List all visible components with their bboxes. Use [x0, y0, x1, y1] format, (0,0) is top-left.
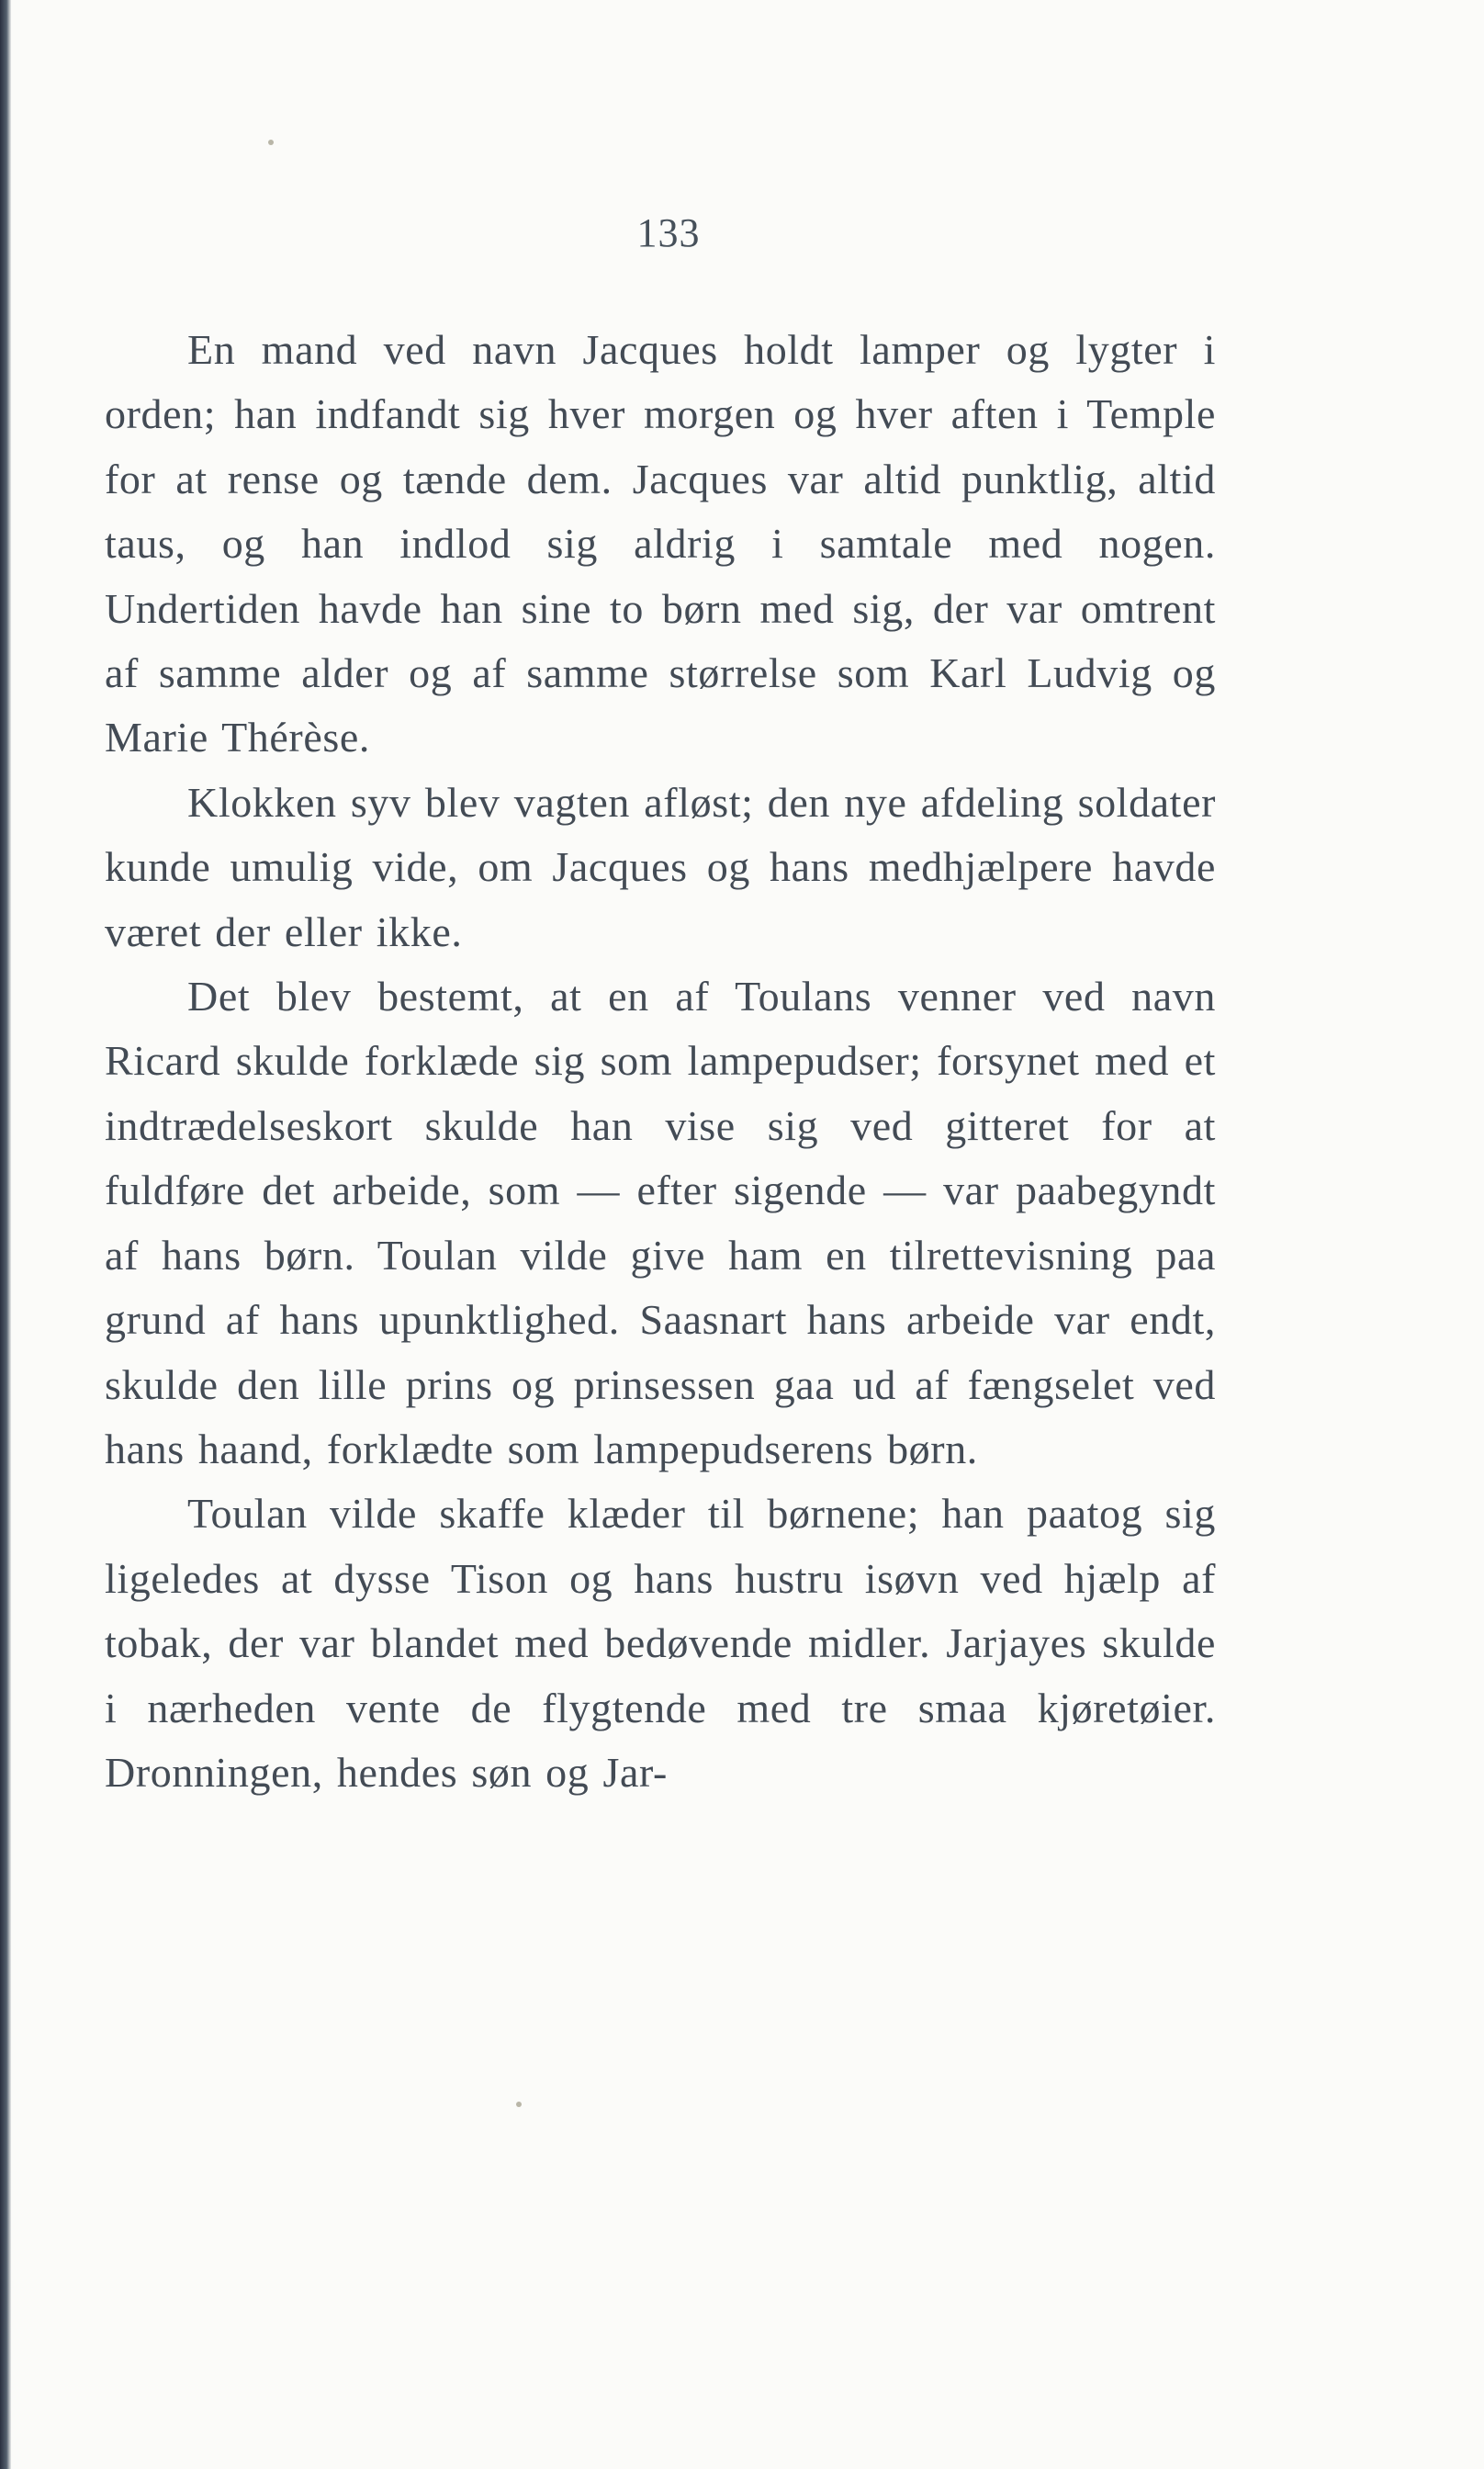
body-text [105, 318, 1216, 1805]
paper-speck [268, 140, 274, 145]
paragraph-2: Klokken syv blev vagten afløst; den nye afdeling soldater kunde umulig vide, om Jacques og hans medhjælpere havde været der eller ikke. [105, 778, 1216, 955]
page-binding-edge [0, 0, 11, 2469]
paragraph-4: Toulan vilde skaffe klæder til børnene; han paatog sig ligeledes at dysse Tison og hans hustru isøvn ved hjælp af tobak, der var blandet med bedøvende midler. Jarjayes skulde i nærheden vente de flygtende med tre smaa kjøretøier. Dronningen, hendes søn og Jar- [105, 1490, 1216, 1796]
paragraph-3: Det blev bestemt, at en af Toulans venner ved navn Ricard skulde forklæde sig som lampepudser; forsynet med et indtrædelseskort skulde han vise sig ved gitteret for at fuldføre det arbeide, som — efter sigende — var paabegyndt af hans børn. Toulan vilde give ham en tilrettevisning paa grund af hans upunktlighed. Saasnart hans arbeide var endt, skulde den lille prins og prinsessen gaa ud af fængselet ved hans haand, forklædte som lampepudserens børn. [105, 973, 1216, 1472]
paper-speck [516, 2102, 522, 2107]
paragraph-1: En mand ved navn Jacques holdt lamper og lygter i orden; han indfandt sig hver morgen og hver aften i Temple for at rense og tænde dem. Jacques var altid punktlig, altid taus, og han indlod sig aldrig i samtale med nogen. Undertiden havde han sine to børn med sig, der var omtrent af samme alder og af samme størrelse som Karl Ludvig og Marie Thérèse. [105, 326, 1216, 761]
page-number: 133 [636, 210, 701, 255]
